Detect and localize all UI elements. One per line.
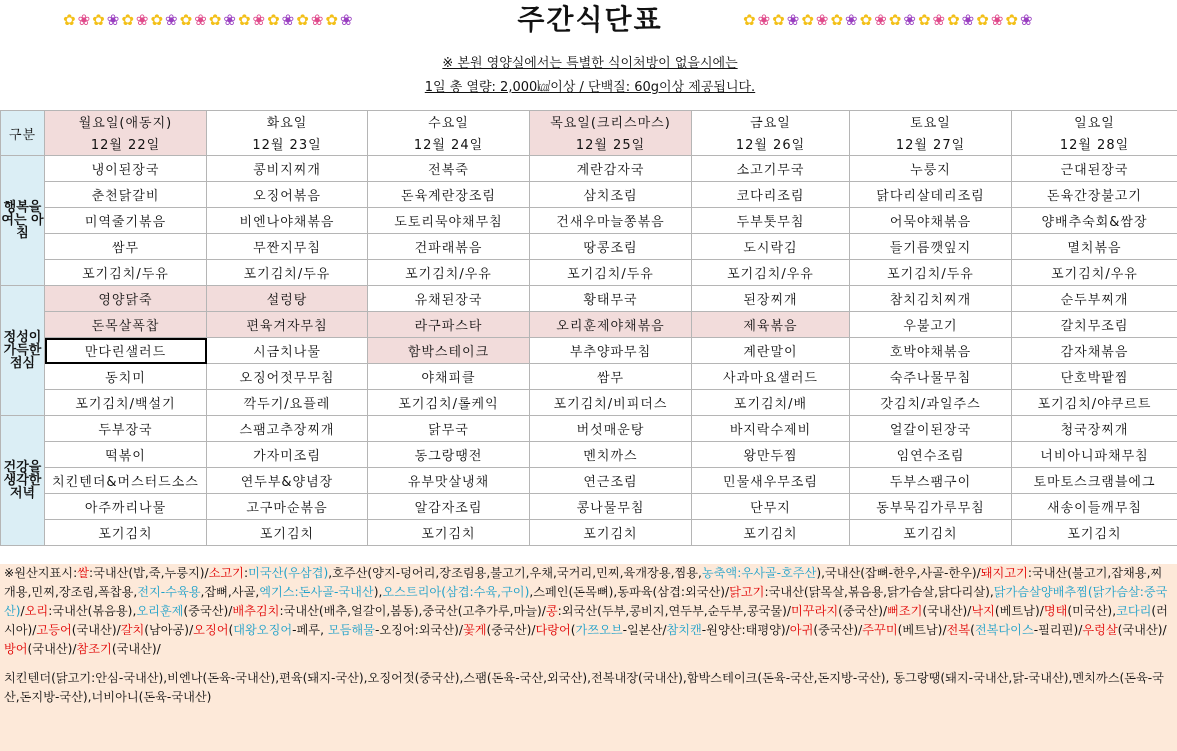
- menu-item: 갈치무조림: [1012, 312, 1177, 338]
- menu-item: 왕만두찜: [692, 442, 850, 468]
- menu-item: 야채피클: [368, 364, 530, 390]
- menu-item: 단호박팥찜: [1012, 364, 1177, 390]
- origin-segment: 오스트리아(삼겹:수육,구이): [382, 585, 530, 599]
- gubun-header: 구분: [1, 111, 45, 156]
- menu-item: 포기김치: [692, 520, 850, 546]
- menu-item: 포기김치/두유: [850, 260, 1012, 286]
- table-row: [1, 520, 1177, 546]
- origin-segment: 전복: [946, 623, 971, 637]
- menu-item: 편육겨자무침: [207, 312, 368, 338]
- menu-item: 닭무국: [368, 416, 530, 442]
- origin-segment: 미꾸라지: [791, 604, 839, 618]
- menu-item: 만다린샐러드: [45, 338, 207, 364]
- day-name-0: 월요일(애동지): [45, 111, 207, 133]
- origin-segment: 돼지고기: [980, 566, 1028, 580]
- origin-segment: 갈치: [120, 623, 145, 637]
- origin-segment: -원양산:태평양)/: [701, 623, 790, 637]
- origin-segment: ,스페인(돈목뼈),동파육(삼겹:외국산)/: [529, 585, 730, 599]
- origin-segment: 오리: [24, 604, 49, 618]
- menu-item: 단무지: [692, 494, 850, 520]
- origin-segment: 전지-수육용: [137, 585, 201, 599]
- origin-segment: (베트남)/: [994, 604, 1044, 618]
- origin-segment: (중국산)/: [838, 604, 888, 618]
- origin-segment: 참조기: [76, 642, 112, 656]
- menu-item: 임연수조림: [850, 442, 1012, 468]
- origin-segment: 참치캔: [666, 623, 702, 637]
- menu-item: 포기김치: [368, 520, 530, 546]
- table-row: [1, 260, 1177, 286]
- origin-segment: (미국산),: [1067, 604, 1117, 618]
- origin-segment: (국내산)/: [922, 604, 972, 618]
- table-row: [1, 286, 1177, 312]
- origin-segment: /: [20, 604, 25, 618]
- origin-segment: :국내산(볶음용),: [48, 604, 137, 618]
- menu-item: 냉이된장국: [45, 156, 207, 182]
- menu-item: 두부스팸구이: [850, 468, 1012, 494]
- menu-item: 포기김치/두유: [530, 260, 692, 286]
- notice-line-1: ※ 본원 영양실에서는 특별한 식이처방이 없을시에는: [442, 56, 738, 71]
- day-name-3: 목요일(크리스마스): [530, 111, 692, 133]
- menu-item: 무짠지무침: [207, 234, 368, 260]
- origin-segment: ),국내산(잡뼈-한우,사골-한우)/: [816, 566, 981, 580]
- menu-item: 돈목살폭찹: [45, 312, 207, 338]
- day-date-4: 12월 26일: [692, 132, 850, 156]
- menu-item: 얼갈이된장국: [850, 416, 1012, 442]
- menu-item: 두부장국: [45, 416, 207, 442]
- origin-segment: 꽃게: [462, 623, 487, 637]
- origin-segment: 아귀: [789, 623, 814, 637]
- origin-segment: 콩: [545, 604, 558, 618]
- menu-item: 포기김치/야쿠르트: [1012, 390, 1177, 416]
- menu-item: 포기김치: [1012, 520, 1177, 546]
- origin-segment: 엑기스:돈사골-국내산: [259, 585, 374, 599]
- day-date-3: 12월 25일: [530, 132, 692, 156]
- menu-item: 도토리묵야채무침: [368, 208, 530, 234]
- menu-item: 포기김치/우유: [692, 260, 850, 286]
- menu-item: 쌈무: [530, 364, 692, 390]
- menu-item: 호박야채볶음: [850, 338, 1012, 364]
- table-row: [1, 312, 1177, 338]
- table-row: [1, 416, 1177, 442]
- origin-notice: [0, 564, 1177, 751]
- menu-item: 포기김치: [207, 520, 368, 546]
- origin-segment: 미국산(우삼겹): [248, 566, 329, 580]
- menu-item: 땅콩조림: [530, 234, 692, 260]
- origin-prefix: ※원산지표시:: [4, 566, 78, 580]
- origin-segment: -오징어:외국산)/: [374, 623, 463, 637]
- menu-item: 동치미: [45, 364, 207, 390]
- origin-segment: 낙지: [971, 604, 995, 618]
- table-row: [1, 182, 1177, 208]
- day-name-6: 일요일: [1012, 111, 1177, 133]
- menu-item: 제육볶음: [692, 312, 850, 338]
- flower-garland-left: ✿ ❀ ✿ ❀ ✿ ❀ ✿ ❀ ✿ ❀ ✿ ❀ ✿ ❀ ✿ ❀ ✿ ❀ ✿ ❀: [63, 11, 353, 29]
- day-date-5: 12월 27일: [850, 132, 1012, 156]
- origin-segment: :국내산(불고기,잡채용,찌개용,민찌,장조림,폭찹용,: [4, 566, 1163, 599]
- menu-item: 소고기무국: [692, 156, 850, 182]
- origin-segment: :국내산(밥,죽,누룽지)/: [88, 566, 209, 580]
- origin-segment: 오징어: [193, 623, 229, 637]
- menu-item: 포기김치: [850, 520, 1012, 546]
- menu-item: 치킨텐더&머스터드소스: [45, 468, 207, 494]
- menu-item: 민물새우무조림: [692, 468, 850, 494]
- processed-origin-text: 치킨텐더(닭고기:안심-국내산),비엔나(돈육-국내산),편육(돼지-국산),오징어젓(중국산),스팸(돈육-국산,외국산),전복내장(국내산),함박스테이크(돈육-국산,돈지방-국산), 동그랑땡(돼지-국내산,닭-국내산),멘치까스(돈육-국산,돈지방-국산),너비아니(돈육-국내산): [4, 671, 1164, 704]
- origin-segment: ,호주산(양지-덩어리,장조림용,불고기,우채,국거리,민찌,육개장용,찜용,: [328, 566, 702, 580]
- menu-item: 영양닭죽: [45, 286, 207, 312]
- table-row: [1, 338, 1177, 364]
- menu-item: 어묵야채볶음: [850, 208, 1012, 234]
- menu-item: 쌈무: [45, 234, 207, 260]
- day-date-0: 12월 22일: [45, 132, 207, 156]
- table-row: [1, 468, 1177, 494]
- menu-item: 오징어볶음: [207, 182, 368, 208]
- menu-item: 된장찌개: [692, 286, 850, 312]
- menu-item: 포기김치: [530, 520, 692, 546]
- menu-item: 황태무국: [530, 286, 692, 312]
- origin-segment: 전복다이스: [974, 623, 1034, 637]
- weekly-menu-table: [0, 110, 1177, 546]
- origin-segment: :국내산(닭목살,볶음용,닭가슴살,닭다리살),: [764, 585, 994, 599]
- menu-item: 스팸고추장찌개: [207, 416, 368, 442]
- origin-segment: (국내산)/: [71, 623, 121, 637]
- menu-item: 사과마요샐러드: [692, 364, 850, 390]
- menu-item: 연두부&양념장: [207, 468, 368, 494]
- origin-segment: :: [243, 566, 249, 580]
- menu-item: 포기김치/롤케익: [368, 390, 530, 416]
- day-date-1: 12월 23일: [207, 132, 368, 156]
- table-row: [1, 390, 1177, 416]
- menu-item: 포기김치/배: [692, 390, 850, 416]
- menu-item: 미역줄기볶음: [45, 208, 207, 234]
- menu-item: 시금치나물: [207, 338, 368, 364]
- menu-item: 동그랑땡전: [368, 442, 530, 468]
- day-date-6: 12월 28일: [1012, 132, 1177, 156]
- origin-segment: 명태: [1043, 604, 1068, 618]
- menu-item: 함박스테이크: [368, 338, 530, 364]
- menu-item: 고구마순볶음: [207, 494, 368, 520]
- menu-item: 포기김치/백설기: [45, 390, 207, 416]
- origin-segment: (: [570, 623, 576, 637]
- menu-item: 건파래볶음: [368, 234, 530, 260]
- menu-item: 삼치조림: [530, 182, 692, 208]
- meal-label-0: 행복을 여는 아침: [1, 156, 45, 286]
- menu-item: 유부맛살냉채: [368, 468, 530, 494]
- origin-segment: 닭가슴살양배추찜(닭가슴살:중국산): [4, 585, 1168, 618]
- origin-segment: 오리훈제: [136, 604, 184, 618]
- origin-segment: 농축액:우사골-호주산: [701, 566, 817, 580]
- menu-item: 닭다리살데리조림: [850, 182, 1012, 208]
- origin-segment: -필리핀)/: [1033, 623, 1083, 637]
- origin-segment: ,잡뼈,사골,: [200, 585, 260, 599]
- table-row: [1, 234, 1177, 260]
- origin-segment: ),: [373, 585, 383, 599]
- menu-item: 도시락김: [692, 234, 850, 260]
- menu-item: 숙주나물무침: [850, 364, 1012, 390]
- menu-item: 참치김치찌개: [850, 286, 1012, 312]
- menu-item: 코다리조림: [692, 182, 850, 208]
- origin-segment: -페루,: [292, 623, 328, 637]
- menu-item: 가자미조림: [207, 442, 368, 468]
- menu-item: 근대된장국: [1012, 156, 1177, 182]
- origin-segment: (중국산)/: [813, 623, 863, 637]
- menu-item: 오리훈제야채볶음: [530, 312, 692, 338]
- menu-item: 포기김치/두유: [45, 260, 207, 286]
- menu-item: 포기김치/우유: [368, 260, 530, 286]
- menu-item: 콩비지찌개: [207, 156, 368, 182]
- day-name-5: 토요일: [850, 111, 1012, 133]
- meal-label-1: 정성이 가득한 점심: [1, 286, 45, 416]
- menu-item: 토마토스크램블에그: [1012, 468, 1177, 494]
- menu-item: 포기김치/비피더스: [530, 390, 692, 416]
- origin-segment: (국내산)/: [1117, 623, 1167, 637]
- menu-item: 바지락수제비: [692, 416, 850, 442]
- origin-text: [4, 564, 1173, 659]
- menu-item: 포기김치/우유: [1012, 260, 1177, 286]
- origin-segment: (국내산)/: [111, 642, 161, 656]
- origin-segment: 방어: [4, 642, 28, 656]
- table-row: [1, 364, 1177, 390]
- menu-item: 들기름깻잎지: [850, 234, 1012, 260]
- origin-segment: 배추김치: [232, 604, 280, 618]
- menu-item: 누룽지: [850, 156, 1012, 182]
- menu-item: 건새우마늘쫑볶음: [530, 208, 692, 234]
- menu-item: 갓김치/과일주스: [850, 390, 1012, 416]
- origin-segment: (: [228, 623, 234, 637]
- menu-item: 두부톳무침: [692, 208, 850, 234]
- menu-item: 포기김치/두유: [207, 260, 368, 286]
- menu-item: 오징어젓무무침: [207, 364, 368, 390]
- menu-item: 포기김치: [45, 520, 207, 546]
- origin-segment: 뻐조기: [887, 604, 923, 618]
- menu-item: 청국장찌개: [1012, 416, 1177, 442]
- menu-item: 알감자조림: [368, 494, 530, 520]
- origin-segment: 다랑어: [535, 623, 571, 637]
- menu-item: 춘천닭갈비: [45, 182, 207, 208]
- menu-item: 멘치까스: [530, 442, 692, 468]
- table-row: [1, 494, 1177, 520]
- menu-item: 동부묵김가루무침: [850, 494, 1012, 520]
- menu-item: 우불고기: [850, 312, 1012, 338]
- origin-segment: (중국산)/: [486, 623, 536, 637]
- origin-segment: 모듬해물: [327, 623, 375, 637]
- origin-segment: 코다리: [1116, 604, 1152, 618]
- menu-item: 버섯매운탕: [530, 416, 692, 442]
- menu-item: 깍두기/요플레: [207, 390, 368, 416]
- origin-segment: (: [970, 623, 975, 637]
- origin-segment: 닭고기: [729, 585, 765, 599]
- origin-segment: :국내산(배추,얼갈이,봄동),중국산(고추가루,마늘)/: [279, 604, 546, 618]
- table-row: [1, 442, 1177, 468]
- origin-segment: 쌀: [77, 566, 89, 580]
- origin-segment: 주꾸미: [862, 623, 898, 637]
- origin-segment: -일본산/: [622, 623, 667, 637]
- origin-segment: (국내산)/: [27, 642, 77, 656]
- menu-item: 돈육계란장조림: [368, 182, 530, 208]
- day-name-4: 금요일: [692, 111, 850, 133]
- menu-item: 새송이들깨무침: [1012, 494, 1177, 520]
- origin-segment: (남아공)/: [144, 623, 194, 637]
- menu-item: 너비아니파채무침: [1012, 442, 1177, 468]
- menu-item: 비엔나야채볶음: [207, 208, 368, 234]
- origin-segment: (베트남)/: [897, 623, 947, 637]
- notice-line-2: 1일 총 열량: 2,000㎉이상 / 단백질: 60g이상 제공됩니다.: [424, 80, 756, 95]
- day-date-2: 12월 24일: [368, 132, 530, 156]
- origin-segment: 소고기: [208, 566, 244, 580]
- menu-item: 연근조림: [530, 468, 692, 494]
- menu-item: 설렁탕: [207, 286, 368, 312]
- table-row: [1, 156, 1177, 182]
- origin-segment: :외국산(두부,콩비지,연두부,순두부,콩국물)/: [557, 604, 792, 618]
- menu-item: 돈육간장불고기: [1012, 182, 1177, 208]
- origin-segment: 고등어: [36, 623, 72, 637]
- menu-item: 아주까리나물: [45, 494, 207, 520]
- origin-segment: (러시아)/: [4, 604, 1168, 637]
- menu-item: 계란말이: [692, 338, 850, 364]
- menu-item: 순두부찌개: [1012, 286, 1177, 312]
- origin-segment: 대왕오징어: [233, 623, 293, 637]
- menu-item: 라구파스타: [368, 312, 530, 338]
- flower-garland-right: ✿ ❀ ✿ ❀ ✿ ❀ ✿ ❀ ✿ ❀ ✿ ❀ ✿ ❀ ✿ ❀ ✿ ❀ ✿ ❀: [743, 11, 1033, 29]
- menu-item: 전복죽: [368, 156, 530, 182]
- menu-item: 떡볶이: [45, 442, 207, 468]
- menu-item: 계란감자국: [530, 156, 692, 182]
- menu-item: 유채된장국: [368, 286, 530, 312]
- day-name-1: 화요일: [207, 111, 368, 133]
- origin-segment: 가쯔오브: [575, 623, 623, 637]
- menu-item: 양배추숙회&쌈장: [1012, 208, 1177, 234]
- table-row: [1, 208, 1177, 234]
- menu-item: 감자채볶음: [1012, 338, 1177, 364]
- menu-item: 부추양파무침: [530, 338, 692, 364]
- meal-label-2: 건강을 생각한 저녁: [1, 416, 45, 546]
- origin-segment: (중국산)/: [183, 604, 233, 618]
- menu-item: 멸치볶음: [1012, 234, 1177, 260]
- page-title: 주간식단표: [517, 3, 663, 36]
- day-name-2: 수요일: [368, 111, 530, 133]
- header-area: [0, 0, 1177, 110]
- origin-segment: 우렁살: [1082, 623, 1118, 637]
- menu-item: 콩나물무침: [530, 494, 692, 520]
